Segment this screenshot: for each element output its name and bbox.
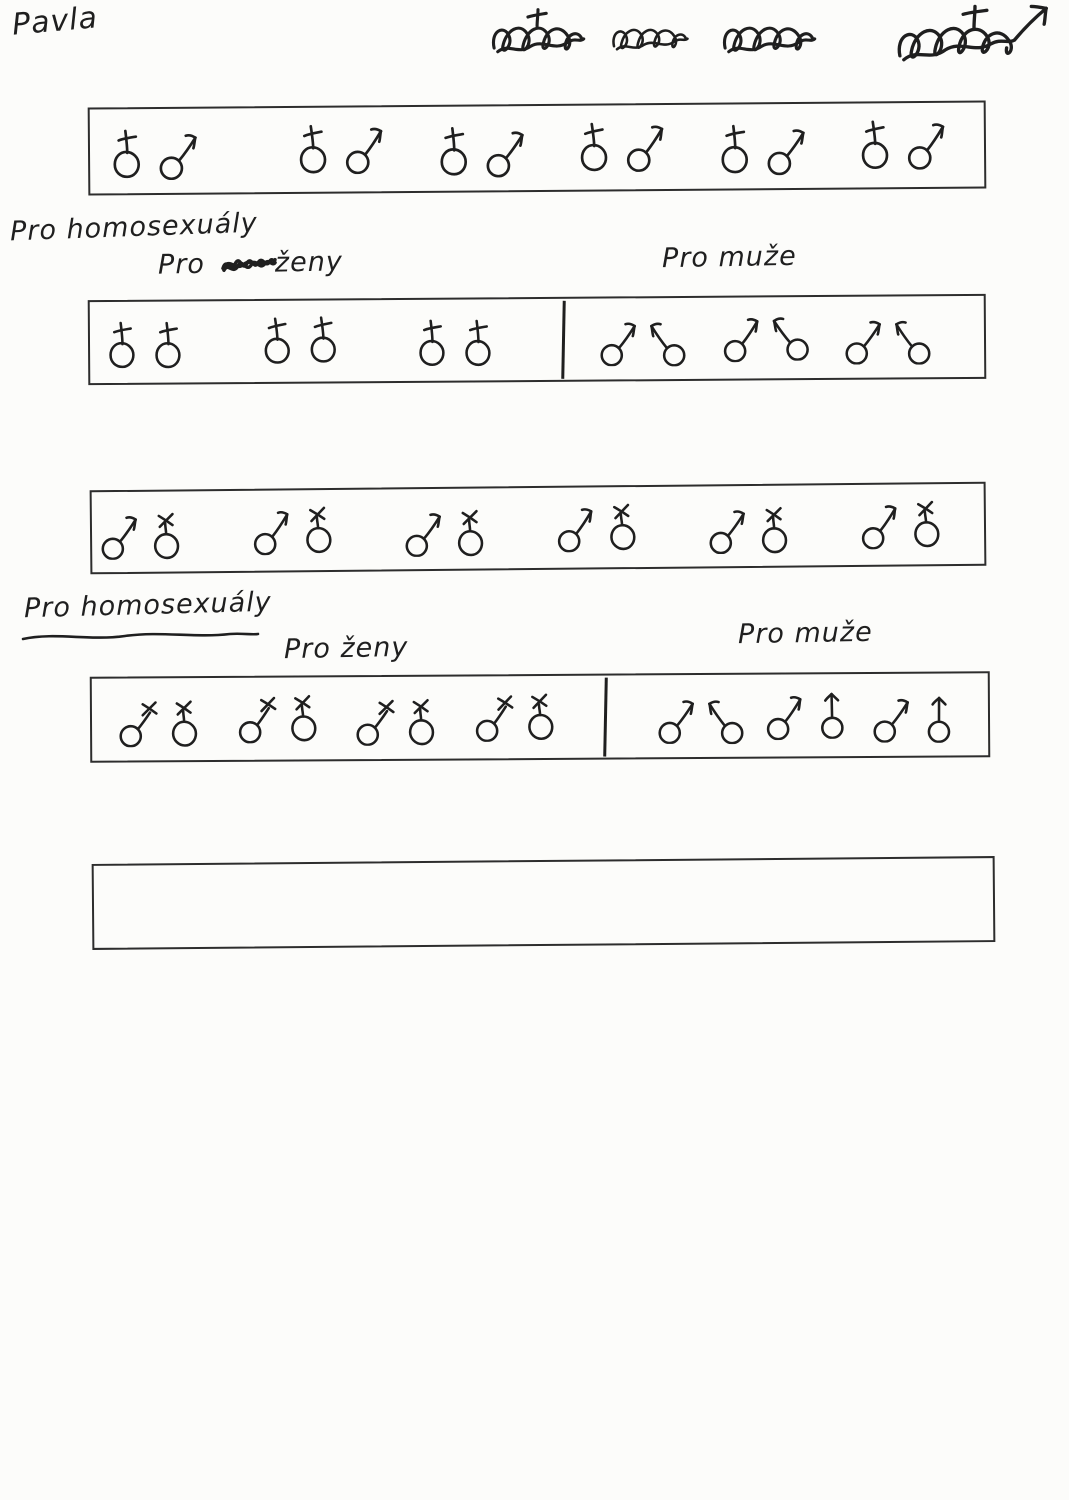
female-x-diag-symbol [473, 688, 516, 742]
section-title-homosexuals-1: Pro homosexuály [9, 207, 259, 248]
symbol-pair [473, 687, 562, 742]
female-symbol [437, 121, 481, 177]
male-symbol [485, 121, 529, 177]
symbol-pair [576, 115, 669, 173]
female-x-diag-symbol [236, 689, 279, 743]
symbol-pairs [90, 102, 985, 193]
male-left-symbol [767, 307, 810, 361]
male-symbol [100, 506, 142, 559]
female-symbol [576, 116, 621, 173]
female-symbol [260, 312, 303, 366]
female-x-symbol [146, 506, 188, 559]
symbol-pair [355, 692, 443, 745]
men-half [565, 296, 985, 380]
symbol-pair [721, 307, 810, 362]
scribble-with-cross-symbol [484, 6, 592, 70]
empty-answer-box [92, 856, 996, 950]
label-for-women-1-pro: Pro [157, 248, 206, 281]
female-x-symbol [297, 500, 340, 554]
male-symbol [251, 501, 294, 555]
male-left-symbol [890, 312, 932, 365]
scribbled-out-word-icon [219, 251, 277, 276]
answer-box-homo-2 [90, 671, 991, 762]
symbol-pair [764, 685, 853, 740]
male-left-symbol [645, 313, 687, 366]
male-symbol [721, 308, 764, 362]
symbol-pair [718, 119, 810, 175]
symbol-pair [555, 497, 644, 552]
female-symbol [152, 317, 194, 370]
female-x-symbol [905, 494, 948, 548]
male-symbol [404, 503, 446, 556]
symbol-pair [251, 500, 340, 555]
symbol-pair [844, 311, 932, 364]
symbol-pair [100, 506, 188, 559]
female-symbol [296, 119, 341, 176]
scribble-symbol [708, 6, 830, 70]
symbol-pair [872, 689, 960, 742]
women-half [92, 676, 604, 761]
female-x-symbol [164, 694, 206, 747]
symbol-pair [236, 688, 325, 743]
male-symbol [764, 686, 807, 740]
female-x-diag-symbol [355, 692, 397, 745]
male-left-symbol [703, 691, 745, 744]
symbol-pair [296, 117, 389, 175]
male-symbol [844, 311, 886, 364]
symbol-pair [118, 694, 206, 747]
symbol-pair [110, 124, 202, 180]
female-symbol [110, 124, 154, 180]
male-symbol [158, 124, 202, 180]
hand-drawn-underline [20, 628, 262, 644]
female-x-symbol [519, 687, 562, 741]
symbol-pair [599, 313, 687, 366]
symbol-pair [657, 690, 745, 743]
symbol-pair [106, 317, 194, 370]
women-half [90, 299, 563, 383]
label-for-women-1-word: ženy [274, 246, 344, 279]
scribble-symbol [608, 6, 692, 70]
section-title-homosexuals-2: Pro homosexuály [23, 586, 273, 625]
female-symbol [416, 314, 458, 367]
female-x-symbol [282, 688, 325, 742]
symbol-pair [437, 121, 529, 177]
female-symbol [106, 317, 148, 370]
male-symbol [344, 117, 389, 174]
male-symbol [766, 119, 810, 175]
male-symbol [905, 113, 950, 170]
scribbled-symbols-row [484, 6, 1058, 80]
symbol-pair [260, 311, 349, 366]
female-symbol [462, 315, 504, 368]
male-symbol [872, 689, 914, 742]
label-for-women-1 [158, 246, 343, 280]
answer-box-hetero-2 [90, 482, 987, 575]
male-symbol [599, 313, 641, 366]
symbol-pair [857, 113, 950, 171]
label-for-men-1: Pro muže [661, 240, 797, 275]
symbol-pair [404, 503, 492, 556]
female-x-symbol [450, 503, 492, 556]
male-symbol [624, 115, 669, 172]
symbol-pairs [92, 484, 985, 573]
male-symbol [859, 495, 902, 549]
symbol-pair [859, 494, 948, 549]
symbol-pair [708, 500, 796, 553]
female-symbol [306, 311, 349, 365]
male-symbol [657, 690, 699, 743]
female-x-symbol [754, 500, 796, 553]
female-x-symbol [401, 692, 443, 745]
scribble-with-cross-arrow-symbol [890, 0, 1058, 80]
female-symbol [857, 114, 902, 171]
female-x-diag-symbol [118, 694, 160, 747]
female-symbol [718, 119, 762, 175]
label-for-women-2: Pro ženy [283, 631, 409, 666]
female-x-symbol [601, 497, 644, 551]
symbol-pair [416, 314, 504, 367]
male-symbol [555, 498, 598, 552]
label-for-men-2: Pro muže [737, 616, 873, 651]
male-up-symbol [810, 685, 853, 739]
men-half [607, 673, 988, 757]
male-up-symbol [918, 689, 960, 742]
answer-box-hetero-1 [88, 100, 987, 195]
answer-box-homo-1 [88, 294, 987, 385]
male-symbol [708, 500, 750, 553]
author-name: Pavla [10, 0, 100, 43]
